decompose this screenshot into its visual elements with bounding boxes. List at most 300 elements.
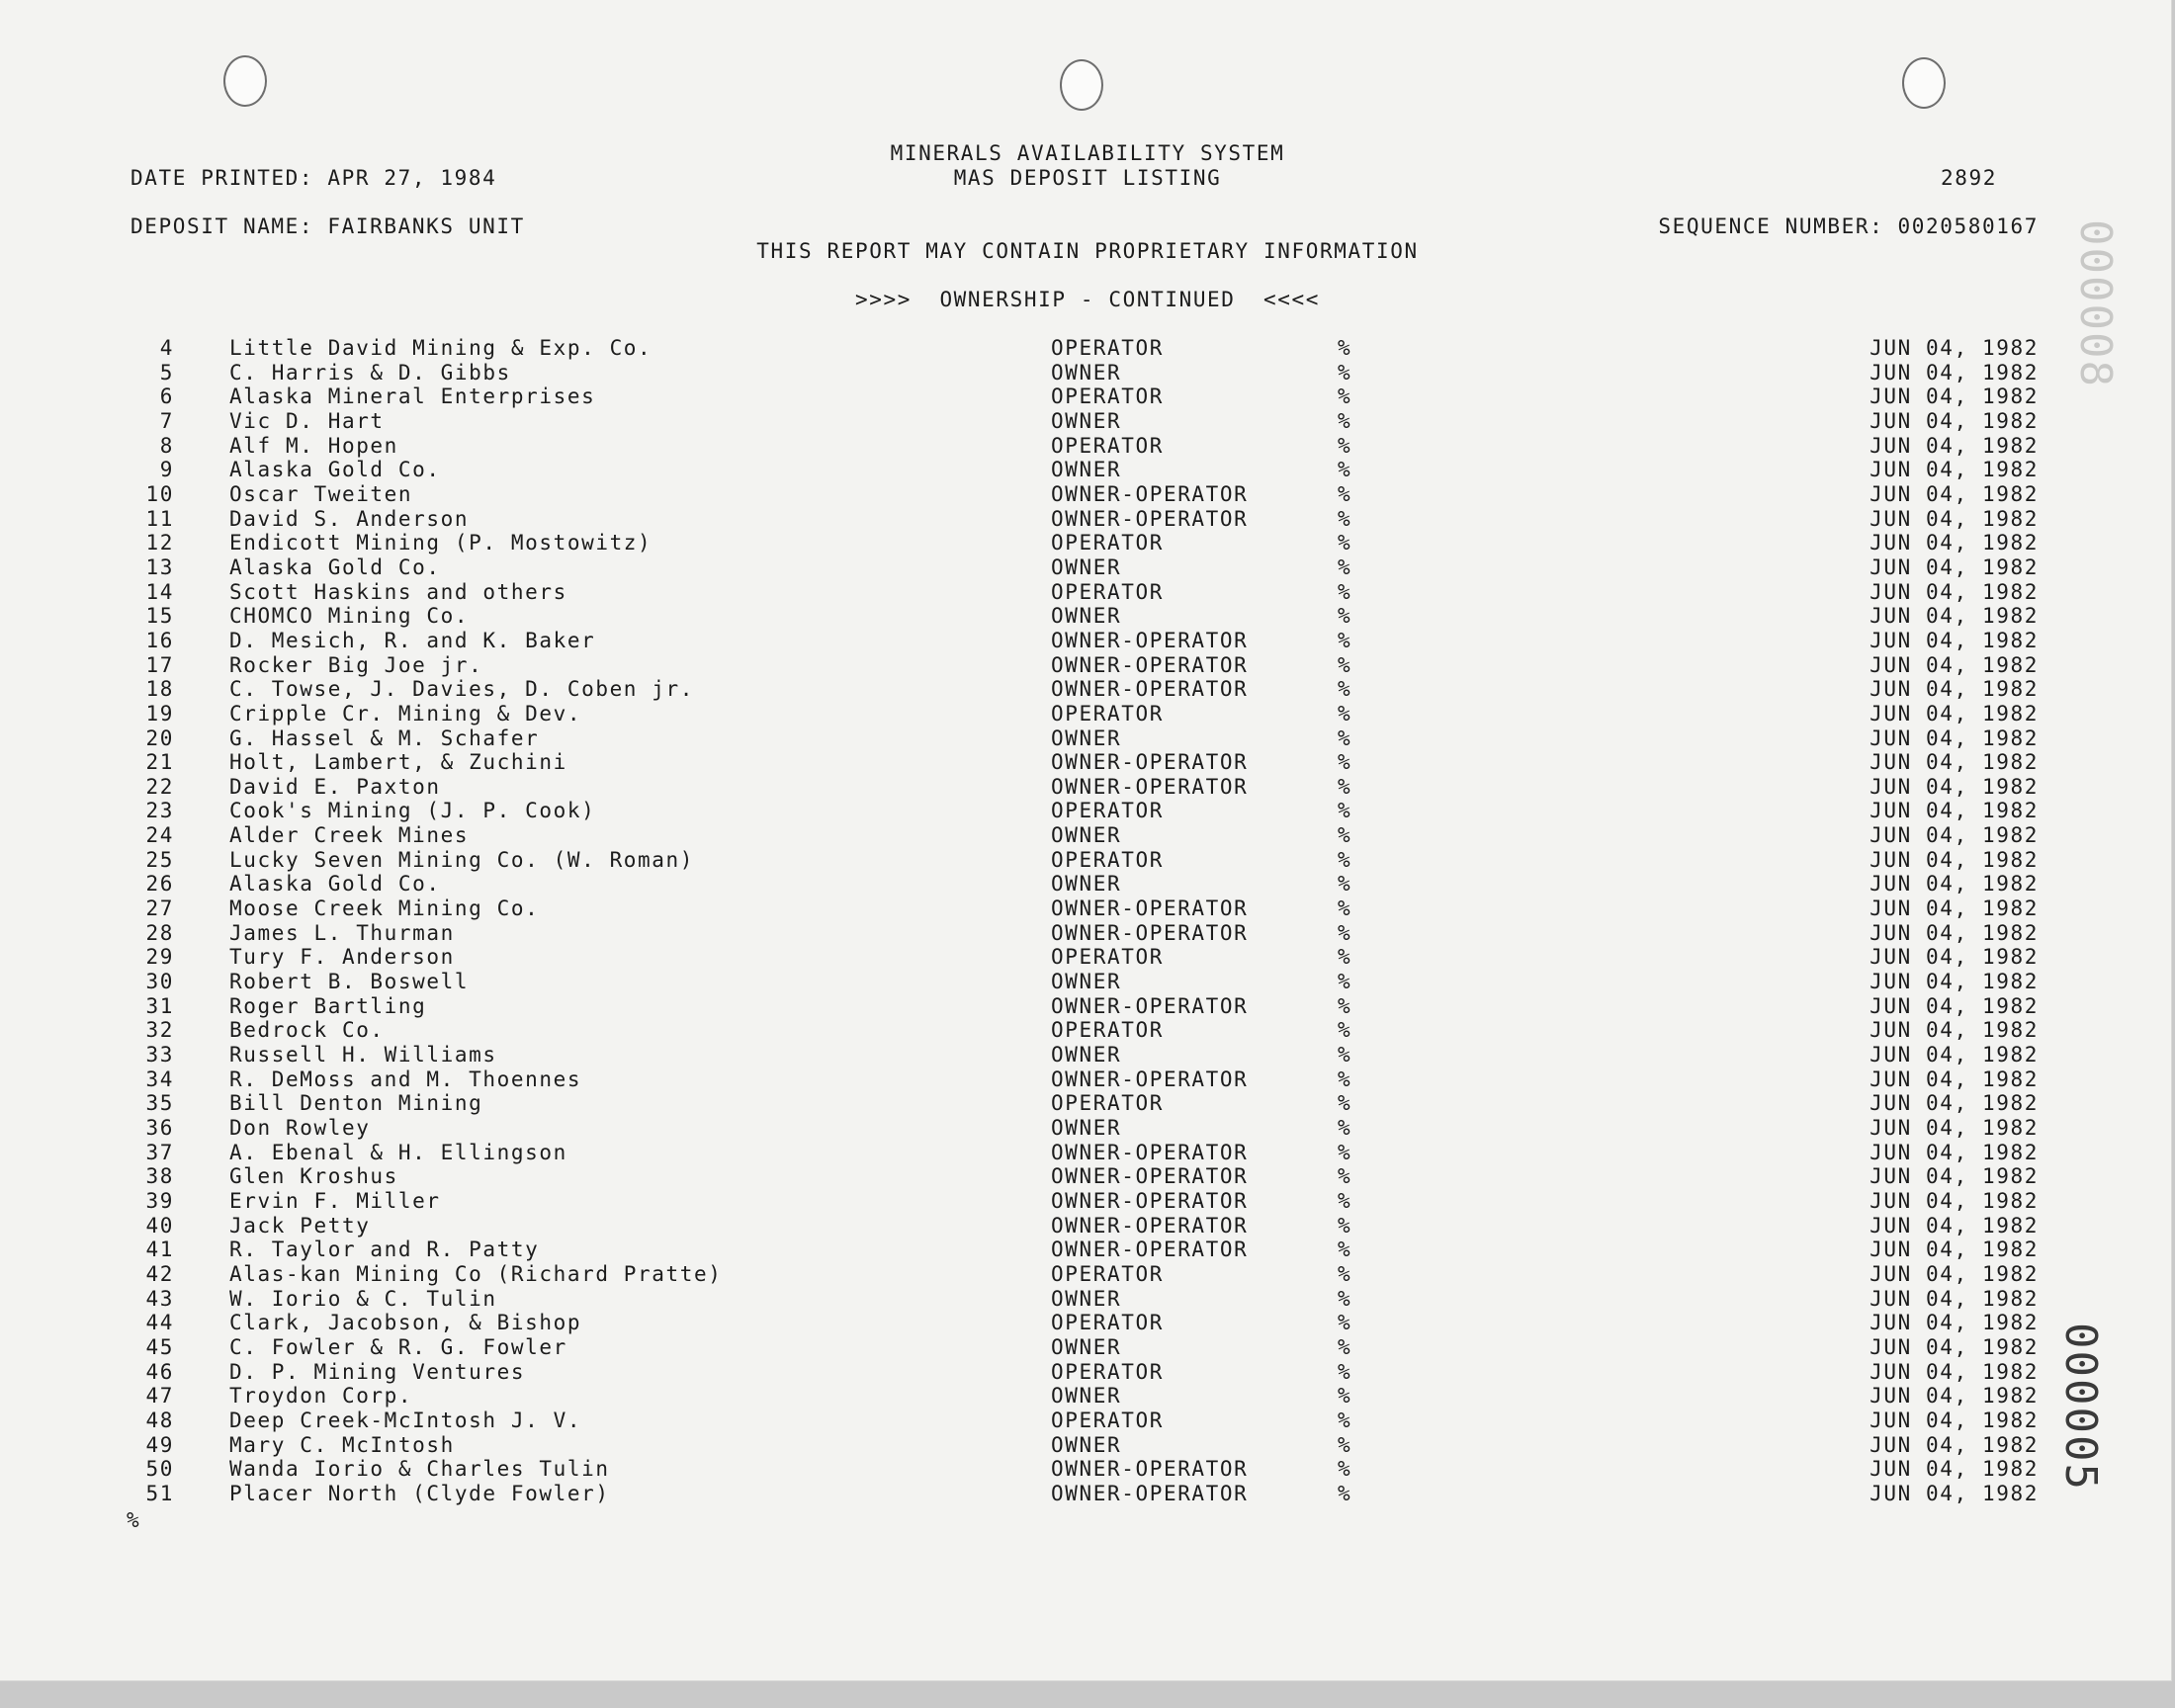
- record-date: JUN 04, 1982: [1870, 823, 2039, 848]
- table-row: [0, 434, 2171, 459]
- punch-hole-right: [1902, 57, 1946, 109]
- owner-name: David E. Paxton: [229, 774, 441, 799]
- row-number: 32: [145, 1018, 174, 1043]
- row-number: 47: [145, 1384, 174, 1409]
- table-row: [0, 555, 2171, 580]
- record-date: JUN 04, 1982: [1870, 1116, 2039, 1140]
- ownership-role: OWNER-OPERATOR: [1051, 993, 1249, 1018]
- owner-name: A. Ebenal & H. Ellingson: [229, 1140, 567, 1164]
- owner-name: Cripple Cr. Mining & Dev.: [229, 701, 582, 726]
- table-row: [0, 1116, 2171, 1141]
- record-date: JUN 04, 1982: [1870, 1286, 2039, 1311]
- percent-mark: %: [1338, 993, 1352, 1018]
- table-row: [0, 336, 2171, 361]
- row-number: 50: [145, 1457, 174, 1482]
- row-number: 24: [145, 823, 174, 848]
- record-date: JUN 04, 1982: [1870, 555, 2039, 579]
- table-row: [0, 1068, 2171, 1092]
- record-date: JUN 04, 1982: [1870, 336, 2039, 360]
- ownership-role: OPERATOR: [1051, 531, 1164, 555]
- row-number: 27: [145, 897, 174, 921]
- percent-mark: %: [1338, 652, 1352, 677]
- table-row: [0, 872, 2171, 897]
- record-date: JUN 04, 1982: [1870, 1334, 2039, 1359]
- record-date: JUN 04, 1982: [1870, 701, 2039, 726]
- row-number: 5: [159, 360, 174, 384]
- owner-name: Roger Bartling: [229, 993, 427, 1018]
- row-number: 49: [145, 1432, 174, 1457]
- record-date: JUN 04, 1982: [1870, 1164, 2039, 1189]
- owner-name: C. Harris & D. Gibbs: [229, 360, 511, 384]
- row-number: 42: [145, 1261, 174, 1286]
- table-row: [0, 1214, 2171, 1238]
- row-number: 31: [145, 993, 174, 1018]
- percent-mark: %: [1338, 1043, 1352, 1068]
- ownership-role: OWNER-OPERATOR: [1051, 628, 1249, 652]
- table-row: [0, 580, 2171, 605]
- record-date: JUN 04, 1982: [1870, 408, 2039, 433]
- owner-name: Oscar Tweiten: [229, 481, 413, 506]
- record-date: JUN 04, 1982: [1870, 1091, 2039, 1116]
- percent-mark: %: [1338, 970, 1352, 994]
- owner-name: Alas-kan Mining Co (Richard Pratte): [229, 1261, 723, 1286]
- table-row: [0, 994, 2171, 1019]
- row-number: 13: [145, 555, 174, 579]
- owner-name: Lucky Seven Mining Co. (W. Roman): [229, 847, 695, 872]
- row-number: 28: [145, 920, 174, 945]
- ownership-role: OWNER-OPERATOR: [1051, 677, 1249, 702]
- record-date: JUN 04, 1982: [1870, 458, 2039, 482]
- system-title: MINERALS AVAILABILITY SYSTEM: [890, 141, 1285, 165]
- percent-mark: %: [1338, 1188, 1352, 1213]
- owner-name: Russell H. Williams: [229, 1043, 497, 1068]
- ownership-role: OWNER: [1051, 1116, 1122, 1140]
- row-number: 25: [145, 847, 174, 872]
- ownership-role: OPERATOR: [1051, 1408, 1164, 1432]
- table-row: [0, 1043, 2171, 1068]
- percent-mark: %: [1338, 1261, 1352, 1286]
- percent-mark: %: [1338, 506, 1352, 531]
- listing-title: MAS DEPOSIT LISTING: [953, 166, 1222, 190]
- percent-mark: %: [1338, 1286, 1352, 1311]
- percent-mark: %: [1338, 628, 1352, 652]
- owner-name: Deep Creek-McIntosh J. V.: [229, 1408, 582, 1432]
- ownership-role: OPERATOR: [1051, 1359, 1164, 1384]
- owner-name: Robert B. Boswell: [229, 970, 470, 994]
- owner-name: W. Iorio & C. Tulin: [229, 1286, 497, 1311]
- record-date: JUN 04, 1982: [1870, 945, 2039, 970]
- owner-name: Tury F. Anderson: [229, 945, 455, 970]
- ownership-role: OPERATOR: [1051, 945, 1164, 970]
- record-date: JUN 04, 1982: [1870, 726, 2039, 750]
- table-row: [0, 799, 2171, 823]
- table-row: [0, 1287, 2171, 1312]
- record-date: JUN 04, 1982: [1870, 847, 2039, 872]
- section-title: >>>> OWNERSHIP - CONTINUED <<<<: [854, 288, 1321, 311]
- percent-mark: %: [1338, 945, 1352, 970]
- row-number: 41: [145, 1238, 174, 1262]
- owner-name: Little David Mining & Exp. Co.: [229, 336, 652, 360]
- owner-name: R. DeMoss and M. Thoennes: [229, 1067, 582, 1091]
- percent-mark: %: [1338, 481, 1352, 506]
- owner-name: C. Towse, J. Davies, D. Coben jr.: [229, 677, 695, 702]
- owner-name: Placer North (Clyde Fowler): [229, 1481, 610, 1505]
- record-date: JUN 04, 1982: [1870, 1481, 2039, 1505]
- percent-mark: %: [1338, 823, 1352, 848]
- table-row: [0, 409, 2171, 434]
- ownership-role: OWNER-OPERATOR: [1051, 897, 1249, 921]
- owner-name: Clark, Jacobson, & Bishop: [229, 1311, 582, 1335]
- table-row: [0, 970, 2171, 994]
- table-row: [0, 458, 2171, 482]
- ownership-role: OWNER: [1051, 872, 1122, 897]
- percent-mark: %: [1338, 726, 1352, 750]
- percent-mark: %: [1338, 872, 1352, 897]
- ownership-role: OWNER: [1051, 1432, 1122, 1457]
- ownership-role: OWNER-OPERATOR: [1051, 750, 1249, 775]
- ownership-role: OWNER-OPERATOR: [1051, 1213, 1249, 1238]
- row-number: 34: [145, 1067, 174, 1091]
- percent-mark: %: [1338, 1311, 1352, 1335]
- ownership-role: OWNER: [1051, 1334, 1122, 1359]
- ownership-role: OWNER: [1051, 555, 1122, 579]
- deposit-name: DEPOSIT NAME: FAIRBANKS UNIT: [130, 214, 525, 238]
- owner-name: Alder Creek Mines: [229, 823, 470, 848]
- document-stamp: 000005: [2055, 1323, 2106, 1492]
- ownership-role: OWNER-OPERATOR: [1051, 1188, 1249, 1213]
- row-number: 29: [145, 945, 174, 970]
- table-row: [0, 1018, 2171, 1043]
- record-date: JUN 04, 1982: [1870, 750, 2039, 775]
- ownership-role: OWNER-OPERATOR: [1051, 1238, 1249, 1262]
- date-printed: DATE PRINTED: APR 27, 1984: [130, 166, 497, 190]
- percent-mark: %: [1338, 847, 1352, 872]
- record-date: JUN 04, 1982: [1870, 652, 2039, 677]
- ownership-role: OPERATOR: [1051, 384, 1164, 409]
- table-row: [0, 897, 2171, 921]
- row-number: 26: [145, 872, 174, 897]
- record-date: JUN 04, 1982: [1870, 993, 2039, 1018]
- percent-mark: %: [1338, 1359, 1352, 1384]
- percent-mark: %: [1338, 1213, 1352, 1238]
- percent-mark: %: [1338, 897, 1352, 921]
- ownership-role: OWNER-OPERATOR: [1051, 1164, 1249, 1189]
- table-row: [0, 750, 2171, 775]
- table-row: [0, 1457, 2171, 1482]
- owner-name: Alf M. Hopen: [229, 433, 398, 458]
- percent-mark: %: [1338, 1238, 1352, 1262]
- row-number: 20: [145, 726, 174, 750]
- ownership-role: OWNER: [1051, 408, 1122, 433]
- record-date: JUN 04, 1982: [1870, 1067, 2039, 1091]
- table-row: [0, 1360, 2171, 1385]
- percent-mark: %: [1338, 604, 1352, 629]
- row-number: 38: [145, 1164, 174, 1189]
- row-number: 46: [145, 1359, 174, 1384]
- row-number: 40: [145, 1213, 174, 1238]
- row-number: 15: [145, 604, 174, 629]
- owner-name: Cook's Mining (J. P. Cook): [229, 799, 596, 823]
- page-number: 2892: [1941, 166, 1997, 190]
- owner-name: Alaska Gold Co.: [229, 458, 441, 482]
- ownership-role: OPERATOR: [1051, 701, 1164, 726]
- sequence-number: SEQUENCE NUMBER: 0020580167: [1658, 214, 2039, 238]
- row-number: 11: [145, 506, 174, 531]
- row-number: 18: [145, 677, 174, 702]
- percent-mark: %: [1338, 920, 1352, 945]
- row-number: 21: [145, 750, 174, 775]
- ownership-role: OPERATOR: [1051, 1311, 1164, 1335]
- record-date: JUN 04, 1982: [1870, 531, 2039, 555]
- ownership-role: OWNER-OPERATOR: [1051, 1140, 1249, 1164]
- record-date: JUN 04, 1982: [1870, 872, 2039, 897]
- owner-name: Wanda Iorio & Charles Tulin: [229, 1457, 610, 1482]
- table-row: [0, 677, 2171, 702]
- ownership-role: OWNER: [1051, 726, 1122, 750]
- punch-hole-left: [223, 55, 267, 107]
- percent-mark: %: [1338, 701, 1352, 726]
- row-number: 19: [145, 701, 174, 726]
- ownership-role: OWNER: [1051, 823, 1122, 848]
- table-row: [0, 507, 2171, 532]
- owner-name: Vic D. Hart: [229, 408, 385, 433]
- percent-mark: %: [1338, 1067, 1352, 1091]
- percent-mark: %: [1338, 1116, 1352, 1140]
- ownership-role: OWNER: [1051, 1043, 1122, 1068]
- percent-mark: %: [1338, 384, 1352, 409]
- owner-name: R. Taylor and R. Patty: [229, 1238, 540, 1262]
- record-date: JUN 04, 1982: [1870, 1457, 2039, 1482]
- percent-mark: %: [1338, 1140, 1352, 1164]
- owner-name: Troydon Corp.: [229, 1384, 413, 1409]
- record-date: JUN 04, 1982: [1870, 897, 2039, 921]
- row-number: 17: [145, 652, 174, 677]
- footer-mark: %: [127, 1508, 141, 1532]
- table-row: [0, 1262, 2171, 1287]
- table-row: [0, 604, 2171, 629]
- ownership-role: OPERATOR: [1051, 579, 1164, 604]
- row-number: 10: [145, 481, 174, 506]
- table-row: [0, 1141, 2171, 1165]
- owner-name: D. Mesich, R. and K. Baker: [229, 628, 596, 652]
- percent-mark: %: [1338, 458, 1352, 482]
- ownership-role: OWNER-OPERATOR: [1051, 920, 1249, 945]
- record-date: JUN 04, 1982: [1870, 1261, 2039, 1286]
- record-date: JUN 04, 1982: [1870, 1359, 2039, 1384]
- table-row: [0, 1189, 2171, 1214]
- owner-name: David S. Anderson: [229, 506, 470, 531]
- row-number: 37: [145, 1140, 174, 1164]
- ownership-role: OWNER: [1051, 458, 1122, 482]
- owner-name: Rocker Big Joe jr.: [229, 652, 483, 677]
- percent-mark: %: [1338, 360, 1352, 384]
- owner-name: Alaska Gold Co.: [229, 555, 441, 579]
- table-row: [0, 1238, 2171, 1262]
- table-row: [0, 531, 2171, 555]
- record-date: JUN 04, 1982: [1870, 384, 2039, 409]
- record-date: JUN 04, 1982: [1870, 604, 2039, 629]
- owner-name: Bedrock Co.: [229, 1018, 385, 1043]
- owner-name: Alaska Mineral Enterprises: [229, 384, 596, 409]
- owner-name: Ervin F. Miller: [229, 1188, 441, 1213]
- percent-mark: %: [1338, 774, 1352, 799]
- ownership-role: OWNER-OPERATOR: [1051, 774, 1249, 799]
- row-number: 51: [145, 1481, 174, 1505]
- ownership-role: OWNER: [1051, 360, 1122, 384]
- owner-name: CHOMCO Mining Co.: [229, 604, 470, 629]
- owner-name: Alaska Gold Co.: [229, 872, 441, 897]
- record-date: JUN 04, 1982: [1870, 360, 2039, 384]
- table-row: [0, 921, 2171, 946]
- percent-mark: %: [1338, 336, 1352, 360]
- record-date: JUN 04, 1982: [1870, 506, 2039, 531]
- record-date: JUN 04, 1982: [1870, 1432, 2039, 1457]
- table-row: [0, 482, 2171, 507]
- row-number: 36: [145, 1116, 174, 1140]
- record-date: JUN 04, 1982: [1870, 1140, 2039, 1164]
- owner-name: Moose Creek Mining Co.: [229, 897, 540, 921]
- row-number: 44: [145, 1311, 174, 1335]
- record-date: JUN 04, 1982: [1870, 774, 2039, 799]
- table-row: [0, 1384, 2171, 1409]
- row-number: 45: [145, 1334, 174, 1359]
- record-date: JUN 04, 1982: [1870, 579, 2039, 604]
- percent-mark: %: [1338, 579, 1352, 604]
- table-row: [0, 1311, 2171, 1335]
- punch-hole-center: [1060, 59, 1103, 111]
- row-number: 14: [145, 579, 174, 604]
- row-number: 43: [145, 1286, 174, 1311]
- table-row: [0, 384, 2171, 409]
- record-date: JUN 04, 1982: [1870, 1043, 2039, 1068]
- table-row: [0, 629, 2171, 653]
- row-number: 35: [145, 1091, 174, 1116]
- ownership-table: [0, 336, 2171, 1506]
- ownership-role: OWNER: [1051, 1286, 1122, 1311]
- record-date: JUN 04, 1982: [1870, 628, 2039, 652]
- record-date: JUN 04, 1982: [1870, 970, 2039, 994]
- ownership-role: OWNER-OPERATOR: [1051, 506, 1249, 531]
- record-date: JUN 04, 1982: [1870, 1408, 2039, 1432]
- percent-mark: %: [1338, 1018, 1352, 1043]
- table-row: [0, 1164, 2171, 1189]
- record-date: JUN 04, 1982: [1870, 481, 2039, 506]
- table-row: [0, 1409, 2171, 1433]
- row-number: 30: [145, 970, 174, 994]
- owner-name: Holt, Lambert, & Zuchini: [229, 750, 567, 775]
- percent-mark: %: [1338, 1408, 1352, 1432]
- ownership-role: OWNER-OPERATOR: [1051, 1481, 1249, 1505]
- proprietary-notice: THIS REPORT MAY CONTAIN PROPRIETARY INFORMATION: [756, 239, 1419, 263]
- table-row: [0, 823, 2171, 848]
- percent-mark: %: [1338, 1334, 1352, 1359]
- percent-mark: %: [1338, 750, 1352, 775]
- ownership-role: OPERATOR: [1051, 1018, 1164, 1043]
- row-number: 9: [159, 458, 174, 482]
- row-number: 4: [159, 336, 174, 360]
- percent-mark: %: [1338, 433, 1352, 458]
- percent-mark: %: [1338, 1432, 1352, 1457]
- owner-name: Don Rowley: [229, 1116, 371, 1140]
- table-row: [0, 653, 2171, 678]
- ownership-role: OPERATOR: [1051, 336, 1164, 360]
- row-number: 22: [145, 774, 174, 799]
- ownership-role: OWNER: [1051, 604, 1122, 629]
- owner-name: Glen Kroshus: [229, 1164, 398, 1189]
- owner-name: Endicott Mining (P. Mostowitz): [229, 531, 652, 555]
- ownership-role: OPERATOR: [1051, 1091, 1164, 1116]
- percent-mark: %: [1338, 408, 1352, 433]
- ownership-role: OPERATOR: [1051, 1261, 1164, 1286]
- record-date: JUN 04, 1982: [1870, 677, 2039, 702]
- table-row: [0, 848, 2171, 873]
- row-number: 16: [145, 628, 174, 652]
- bleedthrough-stamp: 000008: [2070, 219, 2121, 388]
- record-date: JUN 04, 1982: [1870, 1384, 2039, 1409]
- record-date: JUN 04, 1982: [1870, 433, 2039, 458]
- record-date: JUN 04, 1982: [1870, 1238, 2039, 1262]
- row-number: 8: [159, 433, 174, 458]
- percent-mark: %: [1338, 1457, 1352, 1482]
- percent-mark: %: [1338, 531, 1352, 555]
- record-date: JUN 04, 1982: [1870, 799, 2039, 823]
- table-row: [0, 361, 2171, 385]
- table-row: [0, 775, 2171, 800]
- record-date: JUN 04, 1982: [1870, 1311, 2039, 1335]
- row-number: 7: [159, 408, 174, 433]
- owner-name: Scott Haskins and others: [229, 579, 567, 604]
- table-row: [0, 726, 2171, 751]
- record-date: JUN 04, 1982: [1870, 1188, 2039, 1213]
- percent-mark: %: [1338, 1164, 1352, 1189]
- ownership-role: OWNER-OPERATOR: [1051, 1457, 1249, 1482]
- row-number: 33: [145, 1043, 174, 1068]
- ownership-role: OWNER: [1051, 1384, 1122, 1409]
- percent-mark: %: [1338, 1384, 1352, 1409]
- record-date: JUN 04, 1982: [1870, 1018, 2039, 1043]
- table-row: [0, 702, 2171, 726]
- owner-name: James L. Thurman: [229, 920, 455, 945]
- table-row: [0, 1433, 2171, 1458]
- row-number: 6: [159, 384, 174, 409]
- record-date: JUN 04, 1982: [1870, 1213, 2039, 1238]
- owner-name: Bill Denton Mining: [229, 1091, 483, 1116]
- ownership-role: OWNER: [1051, 970, 1122, 994]
- percent-mark: %: [1338, 799, 1352, 823]
- percent-mark: %: [1338, 677, 1352, 702]
- table-row: [0, 1335, 2171, 1360]
- owner-name: C. Fowler & R. G. Fowler: [229, 1334, 567, 1359]
- owner-name: Jack Petty: [229, 1213, 371, 1238]
- ownership-role: OWNER-OPERATOR: [1051, 481, 1249, 506]
- percent-mark: %: [1338, 1481, 1352, 1505]
- owner-name: G. Hassel & M. Schafer: [229, 726, 540, 750]
- row-number: 12: [145, 531, 174, 555]
- row-number: 23: [145, 799, 174, 823]
- ownership-role: OWNER-OPERATOR: [1051, 652, 1249, 677]
- ownership-role: OPERATOR: [1051, 847, 1164, 872]
- percent-mark: %: [1338, 1091, 1352, 1116]
- row-number: 39: [145, 1188, 174, 1213]
- row-number: 48: [145, 1408, 174, 1432]
- table-row: [0, 1482, 2171, 1506]
- owner-name: Mary C. McIntosh: [229, 1432, 455, 1457]
- percent-mark: %: [1338, 555, 1352, 579]
- owner-name: D. P. Mining Ventures: [229, 1359, 526, 1384]
- ownership-role: OPERATOR: [1051, 799, 1164, 823]
- ownership-role: OWNER-OPERATOR: [1051, 1067, 1249, 1091]
- ownership-role: OPERATOR: [1051, 433, 1164, 458]
